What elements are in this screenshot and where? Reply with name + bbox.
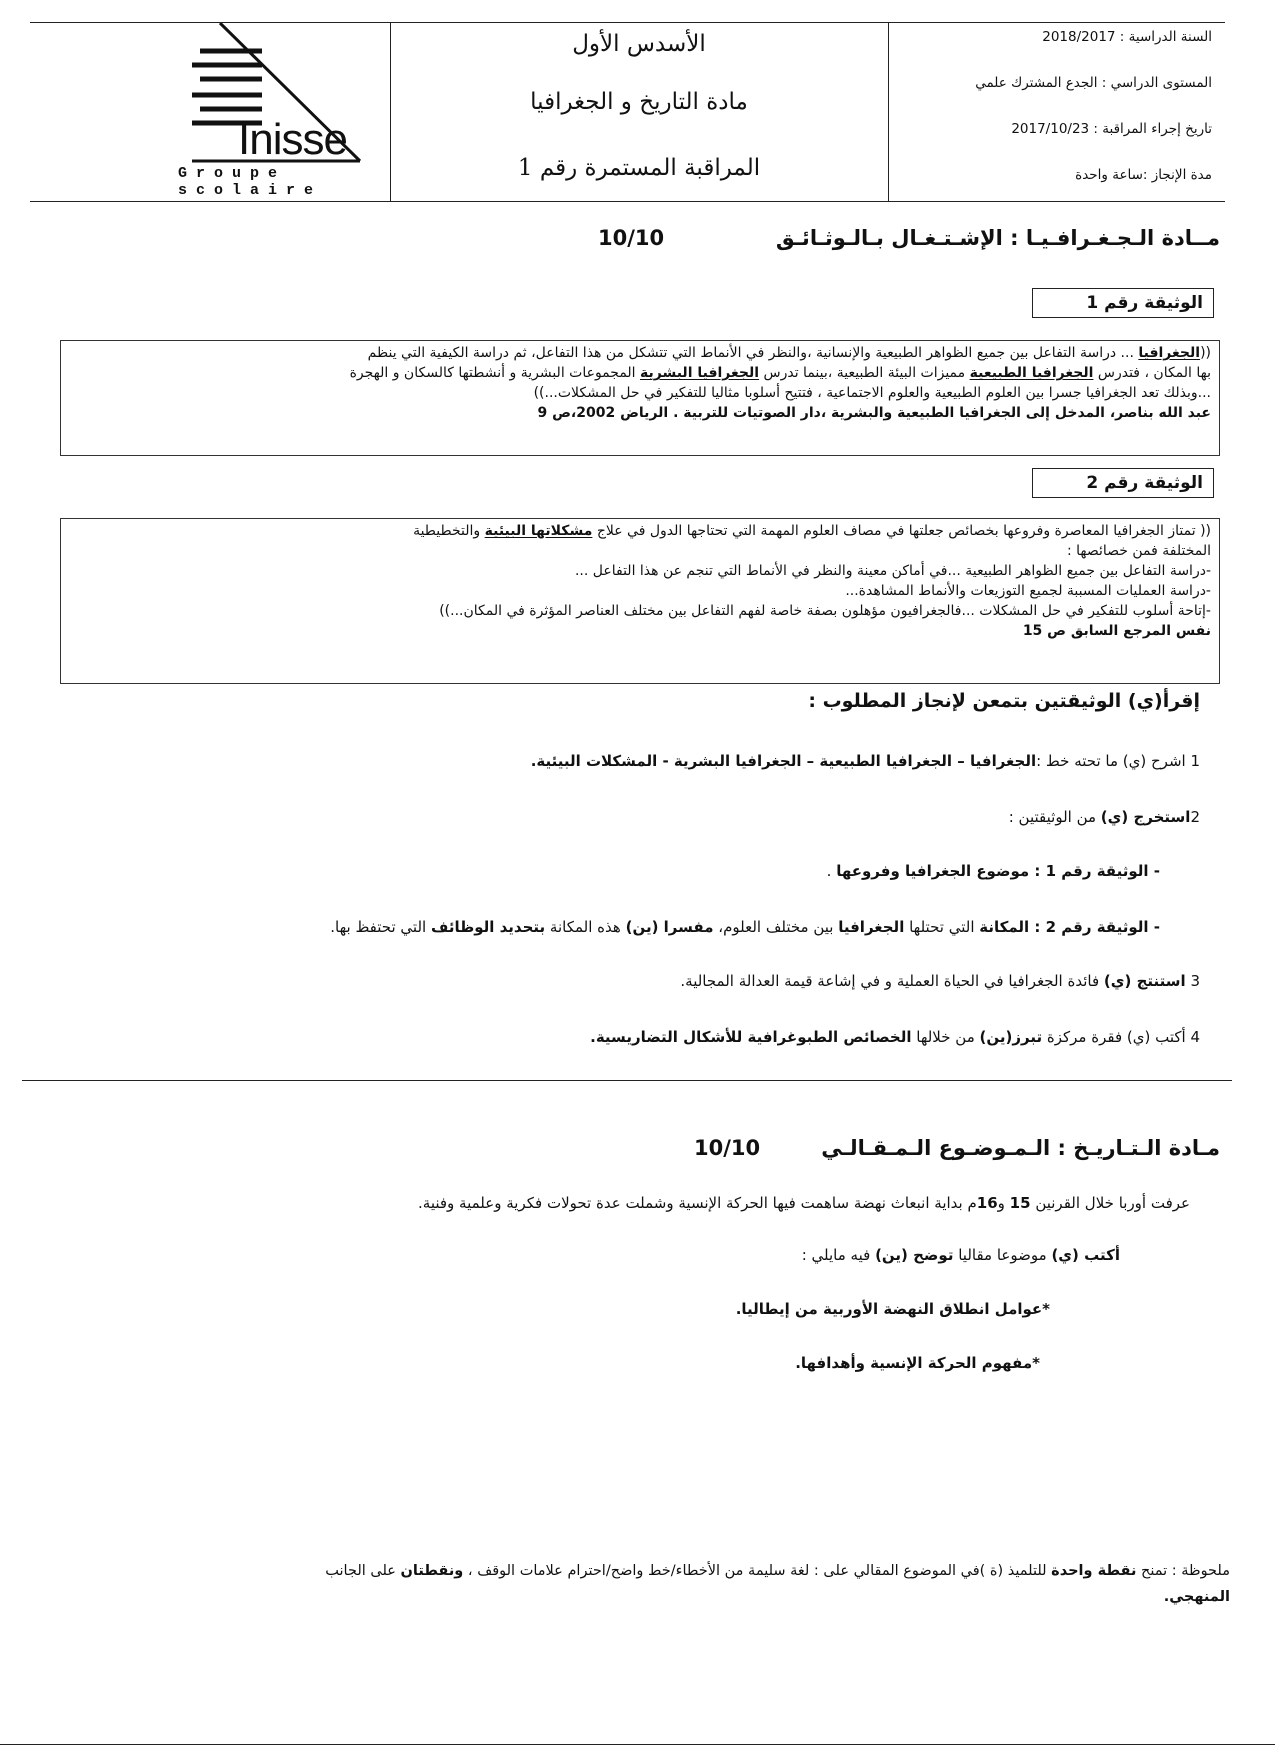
doc1-text: مميزات البيئة الطبيعية ،بينما تدرس: [759, 365, 970, 381]
doc2-text: والتخطيطية: [413, 523, 485, 539]
q1-terms: الجغرافيا – الجغرافيا الطبيعية – الجغرافيا البشرية - المشكلات البيئية.: [530, 752, 1037, 770]
intro-text: عرفت أوربا خلال القرنين: [1030, 1194, 1190, 1212]
header-divider: [888, 23, 889, 201]
task-bold: أكتب (ي): [1051, 1246, 1120, 1264]
note-text: على الجانب: [325, 1563, 401, 1579]
question-3: [100, 972, 1200, 990]
doc1-line: [69, 343, 1211, 363]
question-1: [100, 752, 1200, 770]
q2b-text: بين مختلف العلوم،: [713, 918, 839, 936]
doc2-source: نفس المرجع السابق ص 15: [1022, 623, 1211, 639]
doc1-source: عبد الله بناصر، المدخل إلى الجغرافيا الطبيعية والبشرية ،دار الصوتيات للتربية . الرياض 2002،ص 9: [537, 405, 1211, 421]
note-line: المنهجي.: [1163, 1589, 1230, 1605]
subject-title: مادة التاريخ و الجغرافيا: [530, 89, 748, 115]
history-section-title: مـادة الـتـاريـخ : الـمـوضـوع الـمـقـالـي: [821, 1136, 1220, 1160]
doc1-underlined-term: الجغرافيا البشرية: [640, 365, 760, 381]
doc1-line: ...وبذلك تعد الجغرافيا جسرا بين العلوم الطبيعية والعلوم الاجتماعية ، فتتيح أسلوبا مثاليا للتفكير في حل المشكلات...)): [533, 385, 1211, 401]
q2-verb: استخرج (ي): [1100, 808, 1191, 826]
q2a-text: - الوثيقة رقم 1 : موضوع الجغرافيا وفروعها: [836, 862, 1160, 880]
question-4: [100, 1028, 1200, 1046]
history-score: 10/10: [694, 1136, 761, 1160]
q4-text: 4 أكتب (ي) فقرة مركزة: [1042, 1028, 1200, 1046]
note-text: للتلميذ (ة )في الموضوع المقالي على : لغة سليمة من الأخطاء/خط واضح/احترام علامات الوقف ،: [463, 1563, 1052, 1579]
section-divider: [22, 1080, 1232, 1081]
test-title: المراقبة المستمرة رقم 1: [517, 155, 761, 181]
exam-header: [30, 22, 1225, 202]
study-level: المستوى الدراسي : الجدع المشترك علمي: [975, 75, 1212, 91]
note-line: [60, 1558, 1230, 1584]
school-logo: [30, 23, 388, 201]
logo-wordmark: Inisse: [238, 115, 347, 164]
doc1-line: [69, 363, 1211, 383]
doc2-line: المختلفة فمن خصائصها :: [1066, 543, 1211, 559]
doc1-text: ((: [1200, 345, 1211, 361]
q2b-bold: بتحديد الوظائف: [430, 918, 546, 936]
school-year: السنة الدراسية : 2018/2017: [1042, 29, 1212, 45]
doc1-label: الوثيقة رقم 1: [1032, 288, 1214, 318]
q2-number: 2: [1190, 808, 1200, 826]
q2b-bold: - الوثيقة رقم 2 : المكانة: [979, 918, 1160, 936]
doc2-underlined-term: مشكلاتها البيئية: [484, 523, 593, 539]
history-task: [400, 1246, 1120, 1264]
q2b-text: التي تحتفظ بها.: [330, 918, 431, 936]
geography-section-title: مــادة الـجـغـرافـيـا : الإشـتـغـال بـالـوثـائـق: [775, 226, 1220, 250]
task-text: فيه مايلي :: [801, 1246, 876, 1264]
q2a-end: .: [826, 862, 837, 880]
exam-date: تاريخ إجراء المراقبة : 2017/10/23: [1011, 121, 1212, 137]
q2-text: من الوثيقتين :: [1008, 808, 1101, 826]
q4-bold: الخصائص الطبوغرافية للأشكال التضاريسية.: [590, 1028, 912, 1046]
doc2-line: [69, 521, 1211, 541]
doc2-text: (( تمتاز الجغرافيا المعاصرة وفروعها بخصائص جعلتها في مصاف العلوم المهمة التي تحتاجها الدول في علاج: [592, 523, 1211, 539]
intro-century: 15: [1009, 1194, 1031, 1212]
q3-verb: استنتج (ي): [1103, 972, 1186, 990]
note-text: ملحوظة : تمنح: [1136, 1563, 1230, 1579]
doc2-line: -دراسة التفاعل بين جميع الظواهر الطبيعية ...في أماكن معينة والنظر في الأنماط التي تنجم عن هذا التفاعل ...: [574, 563, 1211, 579]
doc1-text: بها المكان ، فتدرس: [1093, 365, 1211, 381]
q2b-bold: الجغرافيا: [838, 918, 905, 936]
instruction: إقرأ(ي) الوثيقتين بتمعن لإنجاز المطلوب :: [808, 690, 1200, 712]
task-text: موضوعا مقاليا: [953, 1246, 1052, 1264]
intro-text: و: [997, 1194, 1010, 1212]
logo-subtext: Groupe scolaire: [178, 165, 323, 199]
grading-note: [60, 1558, 1230, 1610]
q4-bold: تبرز(ين): [979, 1028, 1043, 1046]
q1-text: 1 اشرح (ي) ما تحته خط :: [1036, 752, 1200, 770]
doc1-text-box: [60, 340, 1220, 456]
question-2b: [60, 918, 1160, 936]
intro-text: م بداية انبعاث نهضة ساهمت فيها الحركة الإنسية وشملت عدة تحولات فكرية وعلمية وفنية.: [418, 1194, 977, 1212]
note-bold: نقطة واحدة: [1051, 1563, 1137, 1579]
history-point-1: *عوامل انطلاق النهضة الأوربية من إيطاليا.: [735, 1300, 1050, 1318]
exam-duration: مدة الإنجاز :ساعة واحدة: [1075, 167, 1212, 183]
intro-century: 16: [976, 1194, 998, 1212]
q3-text: فائدة الجغرافيا في الحياة العملية و في إشاعة قيمة العدالة المجالية.: [680, 972, 1104, 990]
history-intro: [100, 1194, 1190, 1212]
history-point-2: *مفهوم الحركة الإنسية وأهدافها.: [795, 1354, 1040, 1372]
header-divider: [390, 23, 391, 201]
task-bold: توضح (ين): [875, 1246, 954, 1264]
doc1-text: المجموعات البشرية و أنشطتها كالسكان و الهجرة: [349, 365, 641, 381]
q3-number: 3: [1185, 972, 1200, 990]
question-2: [100, 808, 1200, 826]
doc2-label: الوثيقة رقم 2: [1032, 468, 1214, 498]
q2b-bold: مفسرا (ين): [625, 918, 714, 936]
note-bold: ونقطتان: [400, 1563, 464, 1579]
q2b-text: التي تحتلها: [904, 918, 980, 936]
doc1-text: ... دراسة التفاعل بين جميع الظواهر الطبيعية والإنسانية ،والنظر في الأنماط التي تتشكل من هذا التفاعل، ثم دراسة الكيفية التي ينظم: [367, 345, 1139, 361]
q4-text: من خلالها: [911, 1028, 980, 1046]
page-bottom-line: [0, 1744, 1275, 1745]
doc1-underlined-term: الجغرافيا الطبيعية: [969, 365, 1094, 381]
doc2-line: -دراسة العمليات المسببة لجميع التوزيعات والأنماط المشاهدة...: [845, 583, 1211, 599]
geography-score: 10/10: [598, 226, 665, 250]
doc2-text-box: [60, 518, 1220, 684]
question-2a: [100, 862, 1160, 880]
q2b-text: هذه المكانة: [545, 918, 626, 936]
doc1-underlined-term: الجغرافيا: [1138, 345, 1201, 361]
doc2-line: -إتاحة أسلوب للتفكير في حل المشكلات ...فالجغرافيون مؤهلون بصفة خاصة لفهم التفاعل بين مختلف العناصر المؤثرة في المكان...)): [439, 603, 1211, 619]
semester-title: الأسدس الأول: [572, 31, 706, 57]
